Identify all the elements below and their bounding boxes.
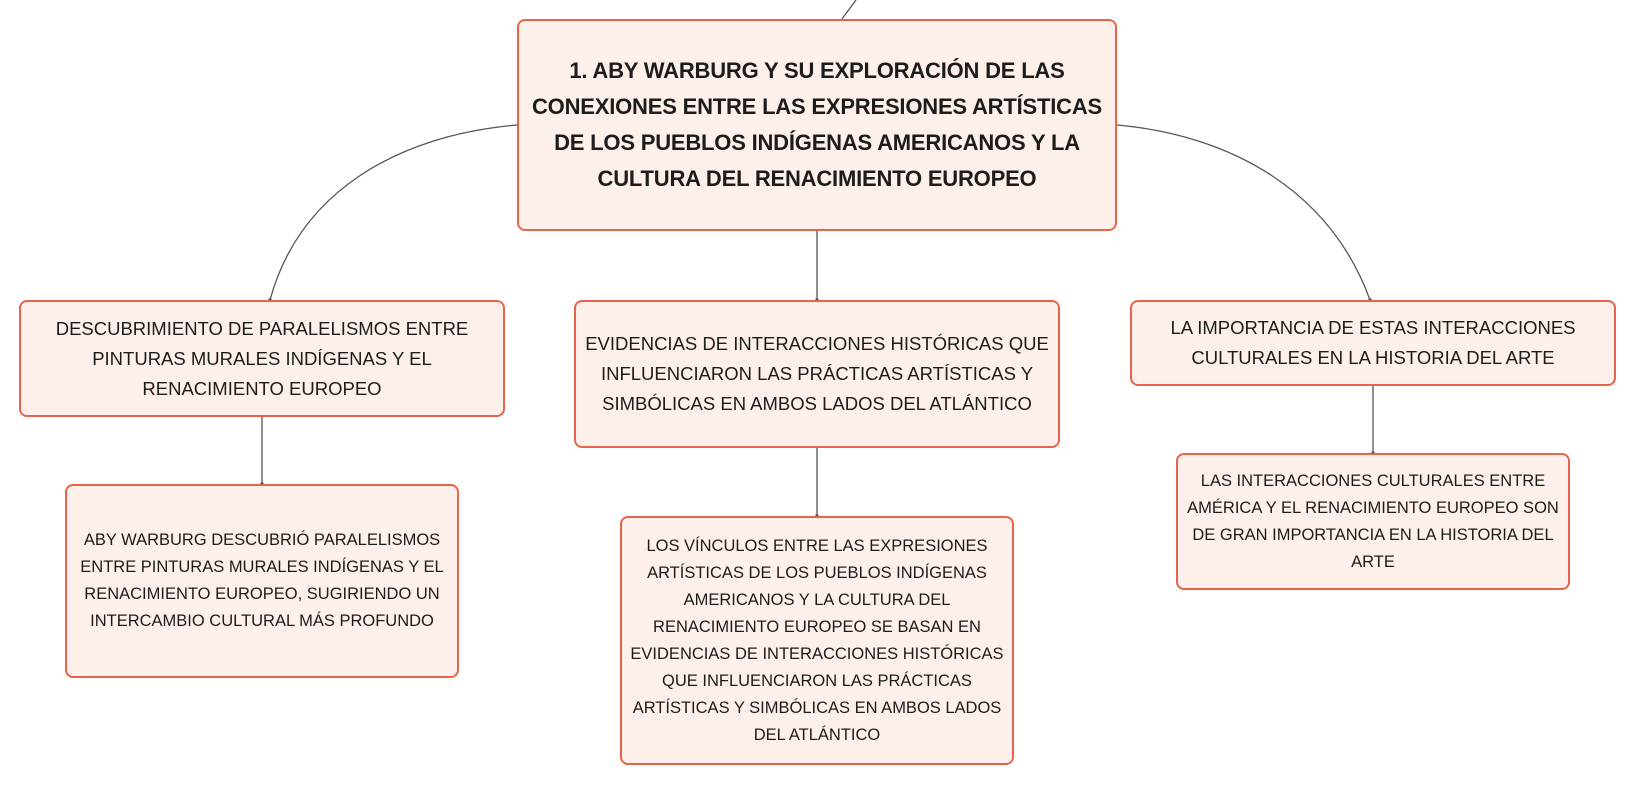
subtopic-paralelismos-detail[interactable] xyxy=(65,484,459,678)
branch-topic-label: EVIDENCIAS DE INTERACCIONES HISTÓRICAS QUE INFLUENCIARON LAS PRÁCTICAS ARTÍSTICAS Y SIMBÓLICAS EN AMBOS LADOS DEL ATLÁNTICO xyxy=(585,333,1049,414)
subtopic-evidencias-detail[interactable] xyxy=(620,516,1014,765)
branch-topic-importancia[interactable] xyxy=(1130,300,1616,386)
branch-topic-label: LA IMPORTANCIA DE ESTAS INTERACCIONES CULTURALES EN LA HISTORIA DEL ARTE xyxy=(1170,317,1576,368)
root-topic-node[interactable] xyxy=(517,19,1117,231)
branch-topic-label: DESCUBRIMIENTO DE PARALELISMOS ENTRE PINTURAS MURALES INDÍGENAS Y EL RENACIMIENTO EUROPEO xyxy=(55,317,469,399)
branch-topic-paralelismos[interactable] xyxy=(19,300,505,417)
subtopic-label: LAS INTERACCIONES CULTURALES ENTRE AMÉRICA Y EL RENACIMIENTO EUROPEO SON DE GRAN IMPORTANCIA EN LA HISTORIA DEL ARTE xyxy=(1187,471,1559,571)
subtopic-label: ABY WARBURG DESCUBRIÓ PARALELISMOS ENTRE PINTURAS MURALES INDÍGENAS Y EL RENACIMIENTO EUROPEO, SUGIRIENDO UN INTERCAMBIO CULTURAL MÁS PROFUNDO xyxy=(80,531,444,630)
branch-topic-evidencias[interactable] xyxy=(574,300,1060,448)
subtopic-label: LOS VÍNCULOS ENTRE LAS EXPRESIONES ARTÍSTICAS DE LOS PUEBLOS INDÍGENAS AMERICANOS Y LA CULTURA DEL RENACIMIENTO EUROPEO SE BASAN EN EVIDENCIAS DE INTERACCIONES HISTÓRICAS QUE INFLUENCIARON LAS PRÁCTICAS ARTÍSTICAS Y SIMBÓLICAS EN AMBOS LADOS DEL ATLÁNTICO xyxy=(630,536,1004,744)
subtopic-importancia-detail[interactable] xyxy=(1176,453,1570,590)
connector-root-to-left-branch xyxy=(270,125,517,300)
connector-parent-to-root xyxy=(842,0,856,19)
root-topic-label: 1. ABY WARBURG Y SU EXPLORACIÓN DE LAS CONEXIONES ENTRE LAS EXPRESIONES ARTÍSTICAS DE LOS PUEBLOS INDÍGENAS AMERICANOS Y LA CULTURA DEL RENACIMIENTO EUROPEO xyxy=(531,58,1102,191)
connector-root-to-right-branch xyxy=(1117,125,1370,300)
